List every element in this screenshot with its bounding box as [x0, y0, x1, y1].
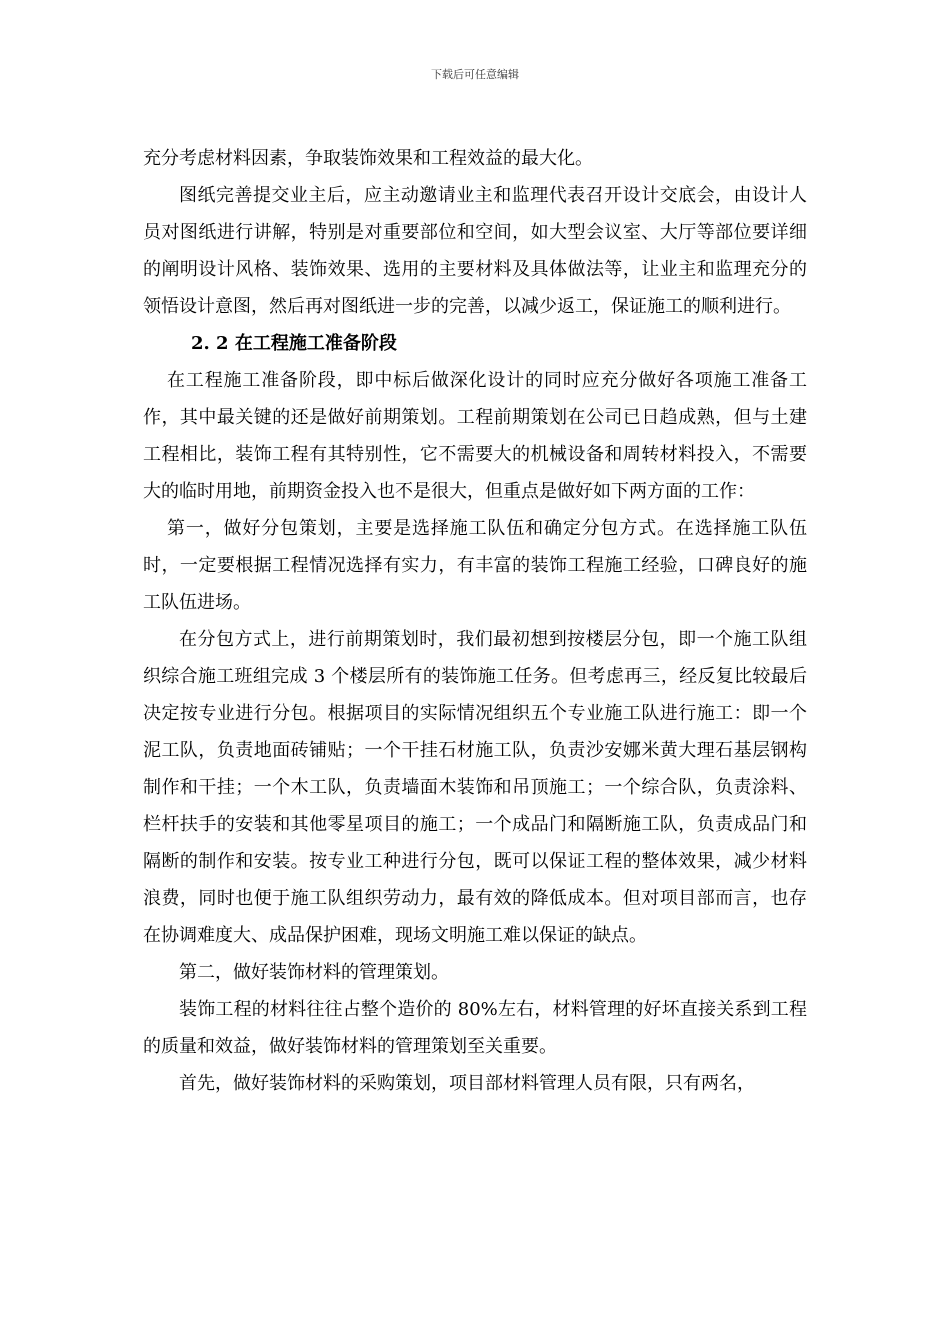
paragraph: 充分考虑材料因素，争取装饰效果和工程效益的最大化。	[143, 148, 593, 169]
section-heading: 2. 2 在工程施工准备阶段	[191, 333, 397, 354]
paragraph: 在工程施工准备阶段，即中标后做深化设计的同时应充分做好各项施工准备工作，其中最关键的还是做好前期策划。工程前期策划在公司已日趋成熟，但与土建工程相比，装饰工程有其特别性，它不需要大的机械设备和周转材料投入，不需要大的临时用地，前期资金投入也不是很大，但重点是做好如下两方面的工作：	[143, 370, 807, 502]
paragraph: 第一，做好分包策划，主要是选择施工队伍和确定分包方式。在选择施工队伍时，一定要根据工程情况选择有实力，有丰富的装饰工程施工经验，口碑良好的施工队伍进场。	[143, 518, 807, 613]
paragraph: 在分包方式上，进行前期策划时，我们最初想到按楼层分包，即一个施工队组织综合施工班组完成 3 个楼层所有的装饰施工任务。但考虑再三，经反复比较最后决定按专业进行分包。根据项目的实际情况组织五个专业施工队进行施工：即一个泥工队，负责地面砖铺贴；一个干挂石材施工队，负责沙安娜米黄大理石基层钢构制作和干挂；一个木工队，负责墙面木装饰和吊顶施工；一个综合队，负责涂料、栏杆扶手的安装和其他零星项目的施工；一个成品门和隔断施工队，负责成品门和隔断的制作和安装。按专业工种进行分包，既可以保证工程的整体效果，减少材料浪费，同时也便于施工队组织劳动力，最有效的降低成本。但对项目部而言，也存在协调难度大、成品保护困难，现场文明施工难以保证的缺点。	[143, 629, 807, 946]
paragraph: 第二，做好装饰材料的管理策划。	[179, 962, 449, 983]
document-body	[143, 140, 807, 1102]
paragraph: 首先，做好装饰材料的采购策划，项目部材料管理人员有限，只有两名，	[179, 1073, 755, 1094]
paragraph: 装饰工程的材料往往占整个造价的 80%左右，材料管理的好坏直接关系到工程的质量和效益，做好装饰材料的管理策划至关重要。	[143, 999, 807, 1057]
paragraph: 图纸完善提交业主后，应主动邀请业主和监理代表召开设计交底会，由设计人员对图纸进行讲解，特别是对重要部位和空间，如大型会议室、大厅等部位要详细的阐明设计风格、装饰效果、选用的主要材料及具体做法等，让业主和监理充分的领悟设计意图，然后再对图纸进一步的完善，以减少返工，保证施工的顺利进行。	[143, 185, 807, 317]
page-header: 下载后可任意编辑	[431, 68, 519, 81]
